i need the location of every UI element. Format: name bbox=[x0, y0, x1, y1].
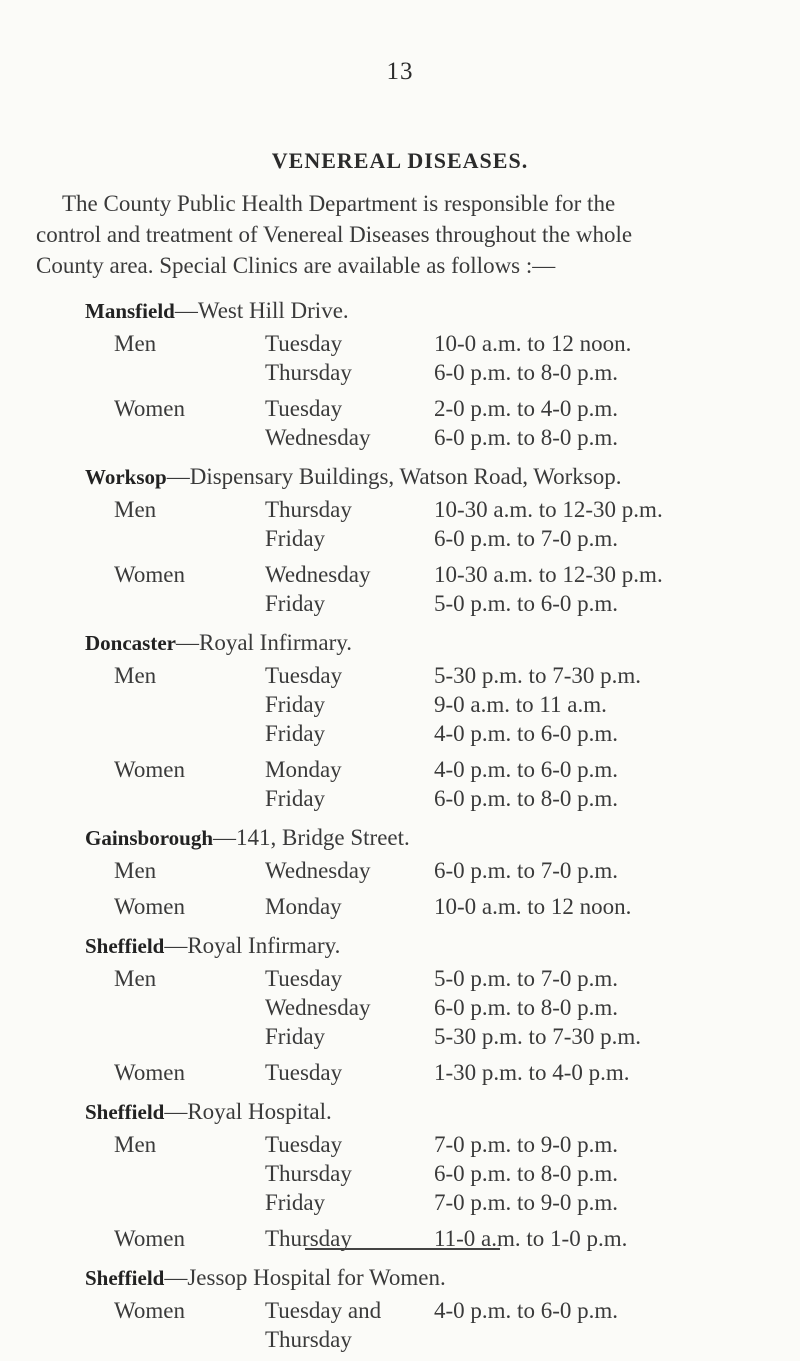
patient-group-label: Women bbox=[114, 562, 185, 587]
clinic-address: —Royal Infirmary. bbox=[164, 933, 341, 958]
clinic-section bbox=[0, 293, 800, 452]
session-day: Thursday bbox=[265, 1327, 352, 1352]
patient-group bbox=[0, 1296, 800, 1354]
session-time: 10-30 a.m. to 12-30 p.m. bbox=[434, 497, 663, 522]
session-day: Thursday bbox=[265, 1226, 352, 1251]
session-time: 10-0 a.m. to 12 noon. bbox=[434, 331, 632, 356]
session-row bbox=[0, 329, 800, 358]
clinic-heading bbox=[0, 1260, 800, 1296]
session-day: Friday bbox=[265, 692, 326, 717]
clinic-address: —Royal Infirmary. bbox=[175, 630, 353, 655]
clinic-place: Sheffield bbox=[85, 934, 165, 958]
session-day: Wednesday bbox=[265, 562, 371, 587]
session-time: 5-0 p.m. to 7-0 p.m. bbox=[434, 966, 618, 991]
session-day: Friday bbox=[265, 721, 326, 746]
session-day: Thursday bbox=[265, 1161, 352, 1186]
patient-group-label: Women bbox=[114, 894, 185, 919]
patient-group bbox=[0, 329, 800, 387]
session-row bbox=[0, 755, 800, 784]
session-row bbox=[0, 423, 800, 452]
clinic-address: —West Hill Drive. bbox=[174, 298, 349, 323]
patient-group bbox=[0, 755, 800, 813]
session-day: Friday bbox=[265, 1024, 326, 1049]
clinic-place: Worksop bbox=[85, 465, 167, 489]
session-day: Wednesday bbox=[265, 858, 371, 883]
clinic-place: Sheffield bbox=[85, 1100, 165, 1124]
clinic-section bbox=[0, 1260, 800, 1354]
session-row bbox=[0, 589, 800, 618]
patient-group bbox=[0, 964, 800, 1051]
clinic-address: —141, Bridge Street. bbox=[213, 825, 410, 850]
session-time: 6-0 p.m. to 8-0 p.m. bbox=[434, 786, 618, 811]
session-row bbox=[0, 964, 800, 993]
session-time: 6-0 p.m. to 7-0 p.m. bbox=[434, 526, 618, 551]
patient-group-label: Men bbox=[114, 966, 157, 991]
clinic-address: —Dispensary Buildings, Watson Road, Worksop. bbox=[166, 464, 622, 489]
session-time: 9-0 a.m. to 11 a.m. bbox=[434, 692, 607, 717]
session-time: 10-30 a.m. to 12-30 p.m. bbox=[434, 562, 663, 587]
patient-group-label: Men bbox=[114, 331, 157, 356]
session-time: 6-0 p.m. to 8-0 p.m. bbox=[434, 360, 618, 385]
session-day: Monday bbox=[265, 757, 342, 782]
session-time: 11-0 a.m. to 1-0 p.m. bbox=[434, 1226, 628, 1251]
patient-group-label: Men bbox=[114, 663, 157, 688]
session-time: 4-0 p.m. to 6-0 p.m. bbox=[434, 721, 618, 746]
session-day: Friday bbox=[265, 1190, 326, 1215]
patient-group bbox=[0, 1058, 800, 1087]
session-day: Tuesday bbox=[265, 396, 343, 421]
session-day: Tuesday bbox=[265, 966, 343, 991]
clinic-heading bbox=[0, 1094, 800, 1130]
clinic-list bbox=[0, 293, 800, 1361]
patient-group bbox=[0, 394, 800, 452]
session-time: 5-0 p.m. to 6-0 p.m. bbox=[434, 591, 618, 616]
session-row bbox=[0, 661, 800, 690]
clinic-heading bbox=[0, 820, 800, 856]
patient-group-label: Women bbox=[114, 396, 185, 421]
session-time: 6-0 p.m. to 7-0 p.m. bbox=[434, 858, 618, 883]
session-day: Friday bbox=[265, 591, 326, 616]
patient-group-label: Women bbox=[114, 1298, 185, 1323]
session-day: Tuesday bbox=[265, 1132, 343, 1157]
clinic-place: Sheffield bbox=[85, 1266, 165, 1290]
patient-group-label: Women bbox=[114, 1226, 185, 1251]
patient-group-label: Women bbox=[114, 1060, 185, 1085]
session-row bbox=[0, 892, 800, 921]
page-number: 13 bbox=[386, 58, 414, 85]
session-row bbox=[0, 394, 800, 423]
clinic-address: —Royal Hospital. bbox=[164, 1099, 332, 1124]
session-time: 4-0 p.m. to 6-0 p.m. bbox=[434, 1298, 618, 1323]
session-time: 5-30 p.m. to 7-30 p.m. bbox=[434, 663, 641, 688]
session-time: 7-0 p.m. to 9-0 p.m. bbox=[434, 1190, 618, 1215]
session-time: 1-30 p.m. to 4-0 p.m. bbox=[434, 1060, 630, 1085]
intro-paragraph bbox=[36, 188, 766, 281]
session-time: 7-0 p.m. to 9-0 p.m. bbox=[434, 1132, 618, 1157]
patient-group bbox=[0, 856, 800, 885]
session-day: Thursday bbox=[265, 497, 352, 522]
session-day: Monday bbox=[265, 894, 342, 919]
session-row bbox=[0, 1130, 800, 1159]
clinic-heading bbox=[0, 459, 800, 495]
session-day: Tuesday bbox=[265, 331, 343, 356]
page-heading: VENEREAL DISEASES. bbox=[271, 148, 529, 173]
session-row bbox=[0, 856, 800, 885]
clinic-section bbox=[0, 1094, 800, 1253]
session-day: Tuesday bbox=[265, 663, 343, 688]
session-row bbox=[0, 1022, 800, 1051]
patient-group bbox=[0, 495, 800, 553]
session-time: 6-0 p.m. to 8-0 p.m. bbox=[434, 425, 618, 450]
session-day: Friday bbox=[265, 786, 326, 811]
session-row bbox=[0, 560, 800, 589]
session-row bbox=[0, 784, 800, 813]
session-time: 4-0 p.m. to 6-0 p.m. bbox=[434, 757, 618, 782]
clinic-address: —Jessop Hospital for Women. bbox=[164, 1265, 446, 1290]
patient-group-label: Women bbox=[114, 757, 185, 782]
intro-line: The County Public Health Department is responsible for the bbox=[62, 191, 616, 216]
clinic-place: Doncaster bbox=[85, 631, 176, 655]
session-time: 6-0 p.m. to 8-0 p.m. bbox=[434, 1161, 618, 1186]
session-day: Thursday bbox=[265, 360, 352, 385]
session-day: Tuesday and bbox=[265, 1298, 382, 1323]
session-time: 6-0 p.m. to 8-0 p.m. bbox=[434, 995, 618, 1020]
session-row bbox=[0, 358, 800, 387]
clinic-section bbox=[0, 459, 800, 618]
clinic-section bbox=[0, 625, 800, 813]
session-row bbox=[0, 524, 800, 553]
clinic-place: Gainsborough bbox=[85, 826, 213, 850]
intro-line: County area. Special Clinics are available as follows :— bbox=[36, 253, 556, 278]
session-row bbox=[0, 719, 800, 748]
session-row bbox=[0, 495, 800, 524]
session-row bbox=[0, 993, 800, 1022]
clinic-heading bbox=[0, 625, 800, 661]
session-day: Wednesday bbox=[265, 425, 371, 450]
patient-group bbox=[0, 1130, 800, 1217]
patient-group-label: Men bbox=[114, 858, 157, 883]
clinic-section bbox=[0, 928, 800, 1087]
divider-rule bbox=[305, 1248, 500, 1250]
patient-group-label: Men bbox=[114, 497, 157, 522]
patient-group bbox=[0, 661, 800, 748]
session-row bbox=[0, 1296, 800, 1325]
session-day: Tuesday bbox=[265, 1060, 343, 1085]
session-row bbox=[0, 1058, 800, 1087]
session-row bbox=[0, 690, 800, 719]
session-row bbox=[0, 1325, 800, 1354]
patient-group bbox=[0, 892, 800, 921]
session-row bbox=[0, 1159, 800, 1188]
session-day: Wednesday bbox=[265, 995, 371, 1020]
session-row bbox=[0, 1188, 800, 1217]
clinic-heading bbox=[0, 928, 800, 964]
session-time: 10-0 a.m. to 12 noon. bbox=[434, 894, 632, 919]
intro-line: control and treatment of Venereal Diseases throughout the whole bbox=[36, 222, 633, 247]
session-day: Friday bbox=[265, 526, 326, 551]
patient-group-label: Men bbox=[114, 1132, 157, 1157]
clinic-place: Mansfield bbox=[85, 299, 175, 323]
session-time: 2-0 p.m. to 4-0 p.m. bbox=[434, 396, 618, 421]
session-time: 5-30 p.m. to 7-30 p.m. bbox=[434, 1024, 641, 1049]
clinic-section bbox=[0, 820, 800, 921]
patient-group bbox=[0, 560, 800, 618]
clinic-heading bbox=[0, 293, 800, 329]
